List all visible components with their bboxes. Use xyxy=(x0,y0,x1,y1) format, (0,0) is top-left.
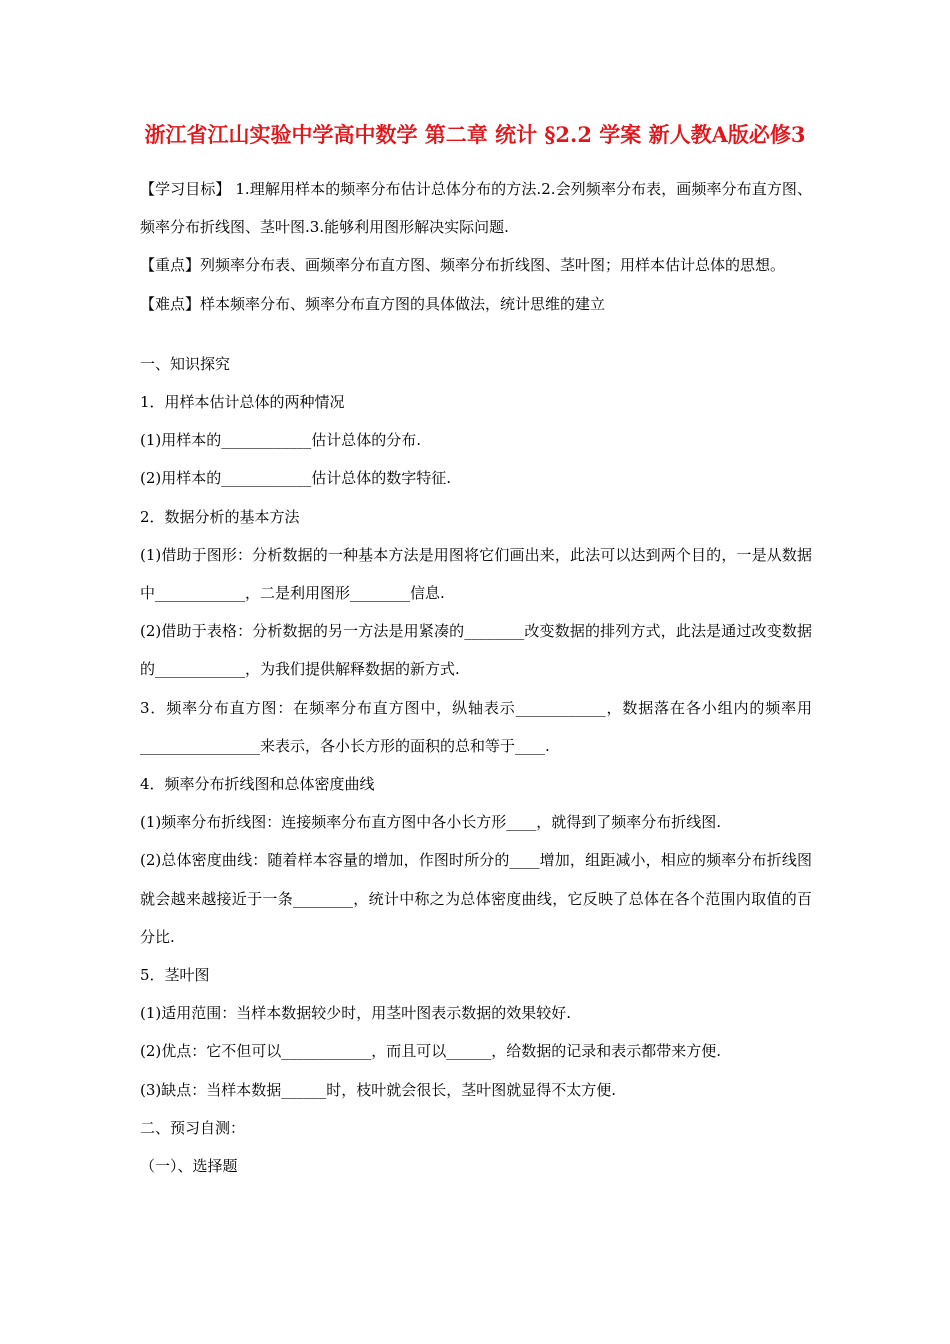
document-title: 浙江省江山实验中学高中数学 第二章 统计 §2.2 学案 新人教A版必修3 xyxy=(144,122,806,147)
document-body xyxy=(140,170,812,1185)
section-heading: 一、知识探究 xyxy=(140,354,231,373)
item-heading: 2．数据分析的基本方法 xyxy=(140,507,300,526)
item-line: (3)缺点：当样本数据______时，枝叶就会很长，茎叶图就显得不太方便. xyxy=(140,1080,617,1099)
spacer xyxy=(140,323,812,345)
item-line: (1)频率分布折线图：连接频率分布直方图中各小长方形____，就得到了频率分布折线图. xyxy=(140,813,722,832)
item-line: (2)优点：它不但可以____________，而且可以______，给数据的记录和表示都带来方便. xyxy=(140,1042,722,1061)
item-heading: 4．频率分布折线图和总体密度曲线 xyxy=(140,775,375,794)
item-line: (2)用样本的____________估计总体的数字特征. xyxy=(140,469,452,488)
learning-objectives: 【学习目标】 1.理解用样本的频率分布估计总体分布的方法.2.会列频率分布表，画频率分布直方图、频率分布折线图、茎叶图.3.能够利用图形解决实际问题. xyxy=(140,180,812,237)
item-line: (1)适用范围：当样本数据较少时，用茎叶图表示数据的效果较好. xyxy=(140,1004,572,1023)
item-line: (2)总体密度曲线：随着样本容量的增加，作图时所分的____增加，组距减小，相应的频率分布折线图就会越来越接近于一条________，统计中称之为总体密度曲线，它反映了总体在各个范围内取值的百分比. xyxy=(140,851,812,946)
key-points: 【重点】列频率分布表、画频率分布直方图、频率分布折线图、茎叶图；用样本估计总体的思想。 xyxy=(140,256,786,275)
difficulties: 【难点】样本频率分布、频率分布直方图的具体做法，统计思维的建立 xyxy=(140,294,606,313)
item-line: (2)借助于表格：分析数据的另一方法是用紧凑的________改变数据的排列方式，此法是通过改变数据的____________，为我们提供解释数据的新方式. xyxy=(140,622,812,679)
item-line: (1)借助于图形：分析数据的一种基本方法是用图将它们画出来，此法可以达到两个目的，一是从数据中____________，二是利用图形________信息. xyxy=(140,545,812,603)
item-line: (1)用样本的____________估计总体的分布. xyxy=(140,431,422,450)
section-heading: 二、预习自测： xyxy=(140,1118,246,1137)
item-line: 3．频率分布直方图：在频率分布直方图中，纵轴表示____________，数据落在各小组内的频率用________________来表示，各小长方形的面积的总和等于____. xyxy=(140,698,812,755)
item-heading: 5．茎叶图 xyxy=(140,966,210,985)
subsection-heading: （一）、选择题 xyxy=(140,1157,238,1176)
item-heading: 1．用样本估计总体的两种情况 xyxy=(140,393,345,412)
